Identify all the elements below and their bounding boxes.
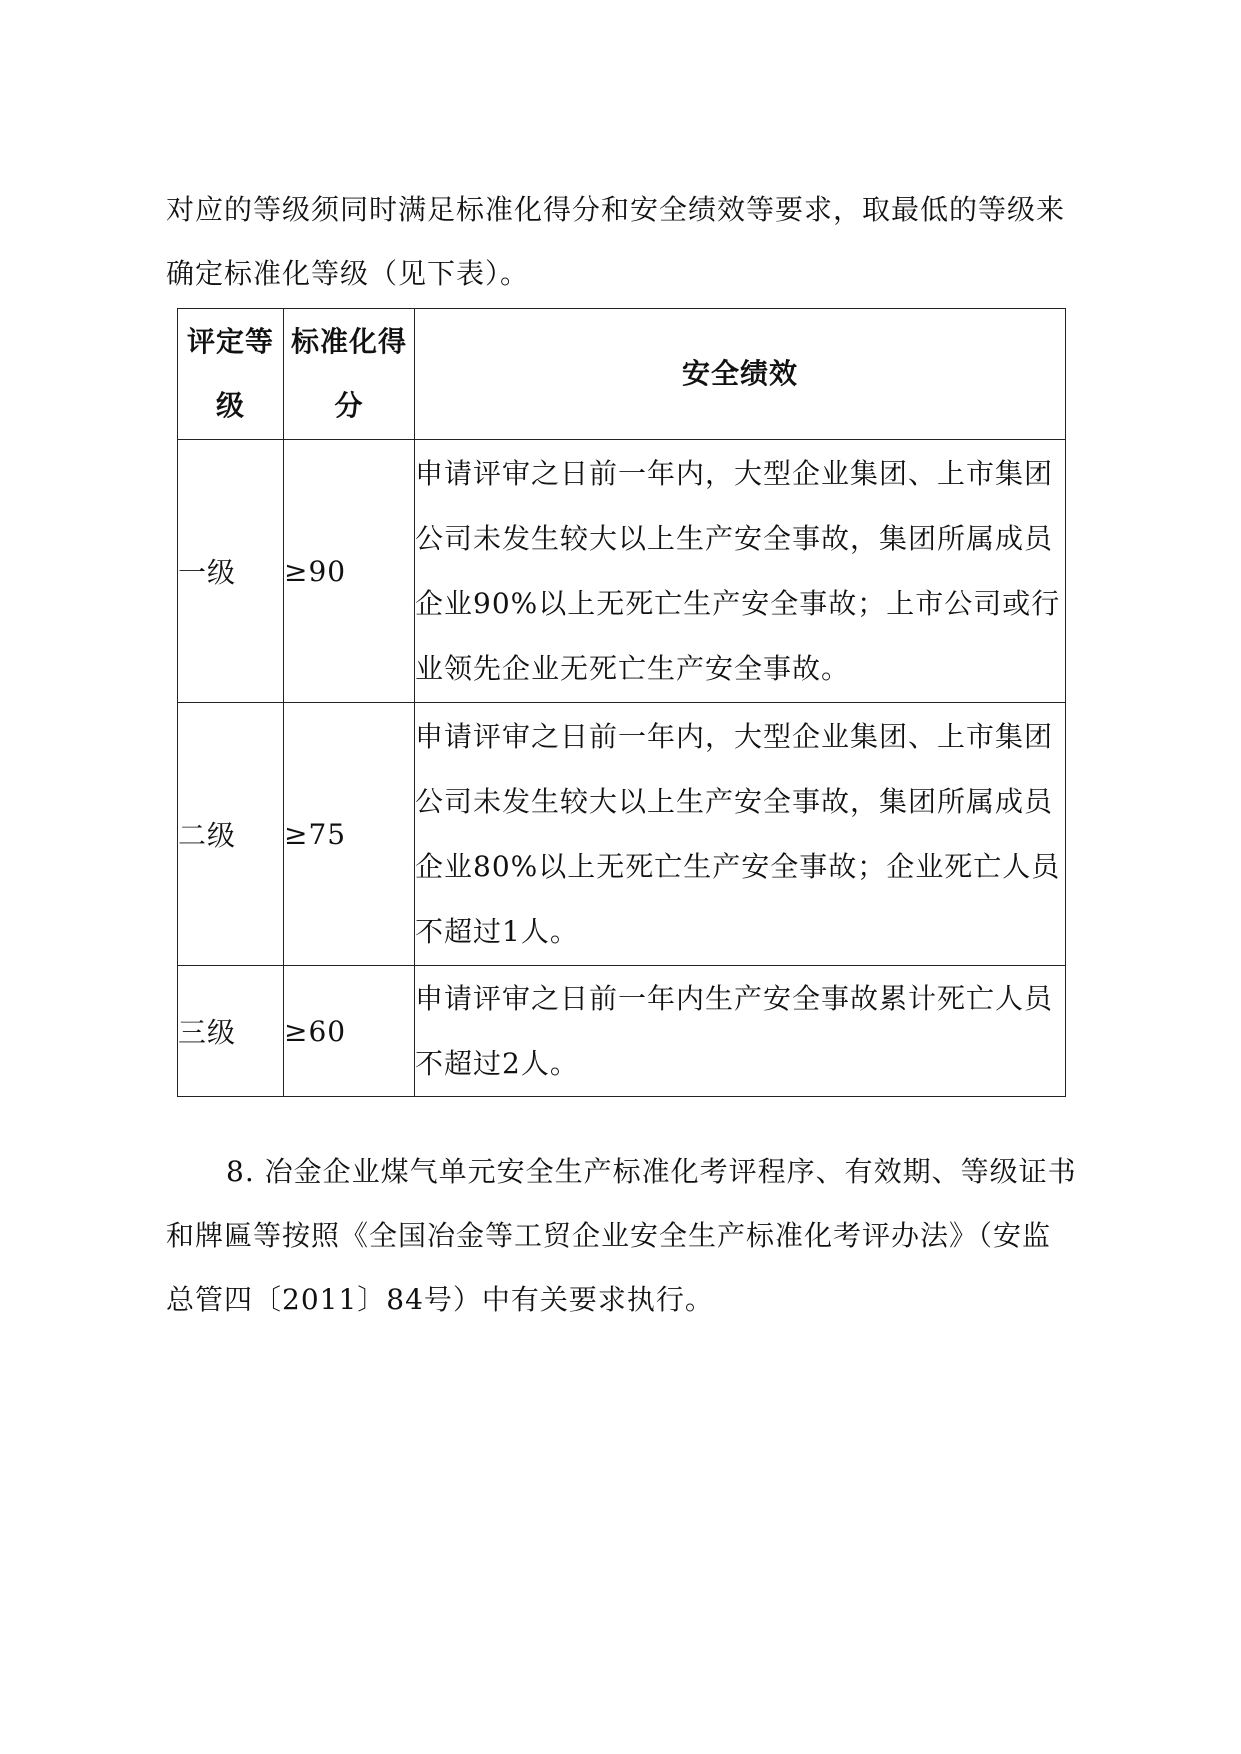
grade-criteria-table <box>177 308 1066 1097</box>
header-grade: 评定等级 <box>178 309 284 440</box>
performance-cell: 申请评审之日前一年内生产安全事故累计死亡人员不超过2人。 <box>415 966 1066 1097</box>
table-row <box>178 440 1066 703</box>
grade-cell: 一级 <box>178 440 284 703</box>
table-row <box>178 703 1066 966</box>
score-cell: ≥90 <box>284 440 415 703</box>
item-8-paragraph: 8. 冶金企业煤气单元安全生产标准化考评程序、有效期、等级证书和牌匾等按照《全国冶金等工贸企业安全生产标准化考评办法》（安监总管四〔2011〕84号）中有关要求执行。 <box>166 1155 1077 1316</box>
header-performance: 安全绩效 <box>415 309 1066 440</box>
table-header-row <box>178 309 1066 440</box>
performance-cell: 申请评审之日前一年内，大型企业集团、上市集团公司未发生较大以上生产安全事故，集团所属成员企业80%以上无死亡生产安全事故；企业死亡人员不超过1人。 <box>415 703 1066 966</box>
score-cell: ≥60 <box>284 966 415 1097</box>
grade-cell: 二级 <box>178 703 284 966</box>
grade-cell: 三级 <box>178 966 284 1097</box>
table-row <box>178 966 1066 1097</box>
header-score: 标准化得分 <box>284 309 415 440</box>
score-cell: ≥75 <box>284 703 415 966</box>
intro-paragraph: 对应的等级须同时满足标准化得分和安全绩效等要求，取最低的等级来确定标准化等级（见下表）。 <box>166 193 1066 290</box>
performance-cell: 申请评审之日前一年内，大型企业集团、上市集团公司未发生较大以上生产安全事故，集团所属成员企业90%以上无死亡生产安全事故；上市公司或行业领先企业无死亡生产安全事故。 <box>415 440 1066 703</box>
